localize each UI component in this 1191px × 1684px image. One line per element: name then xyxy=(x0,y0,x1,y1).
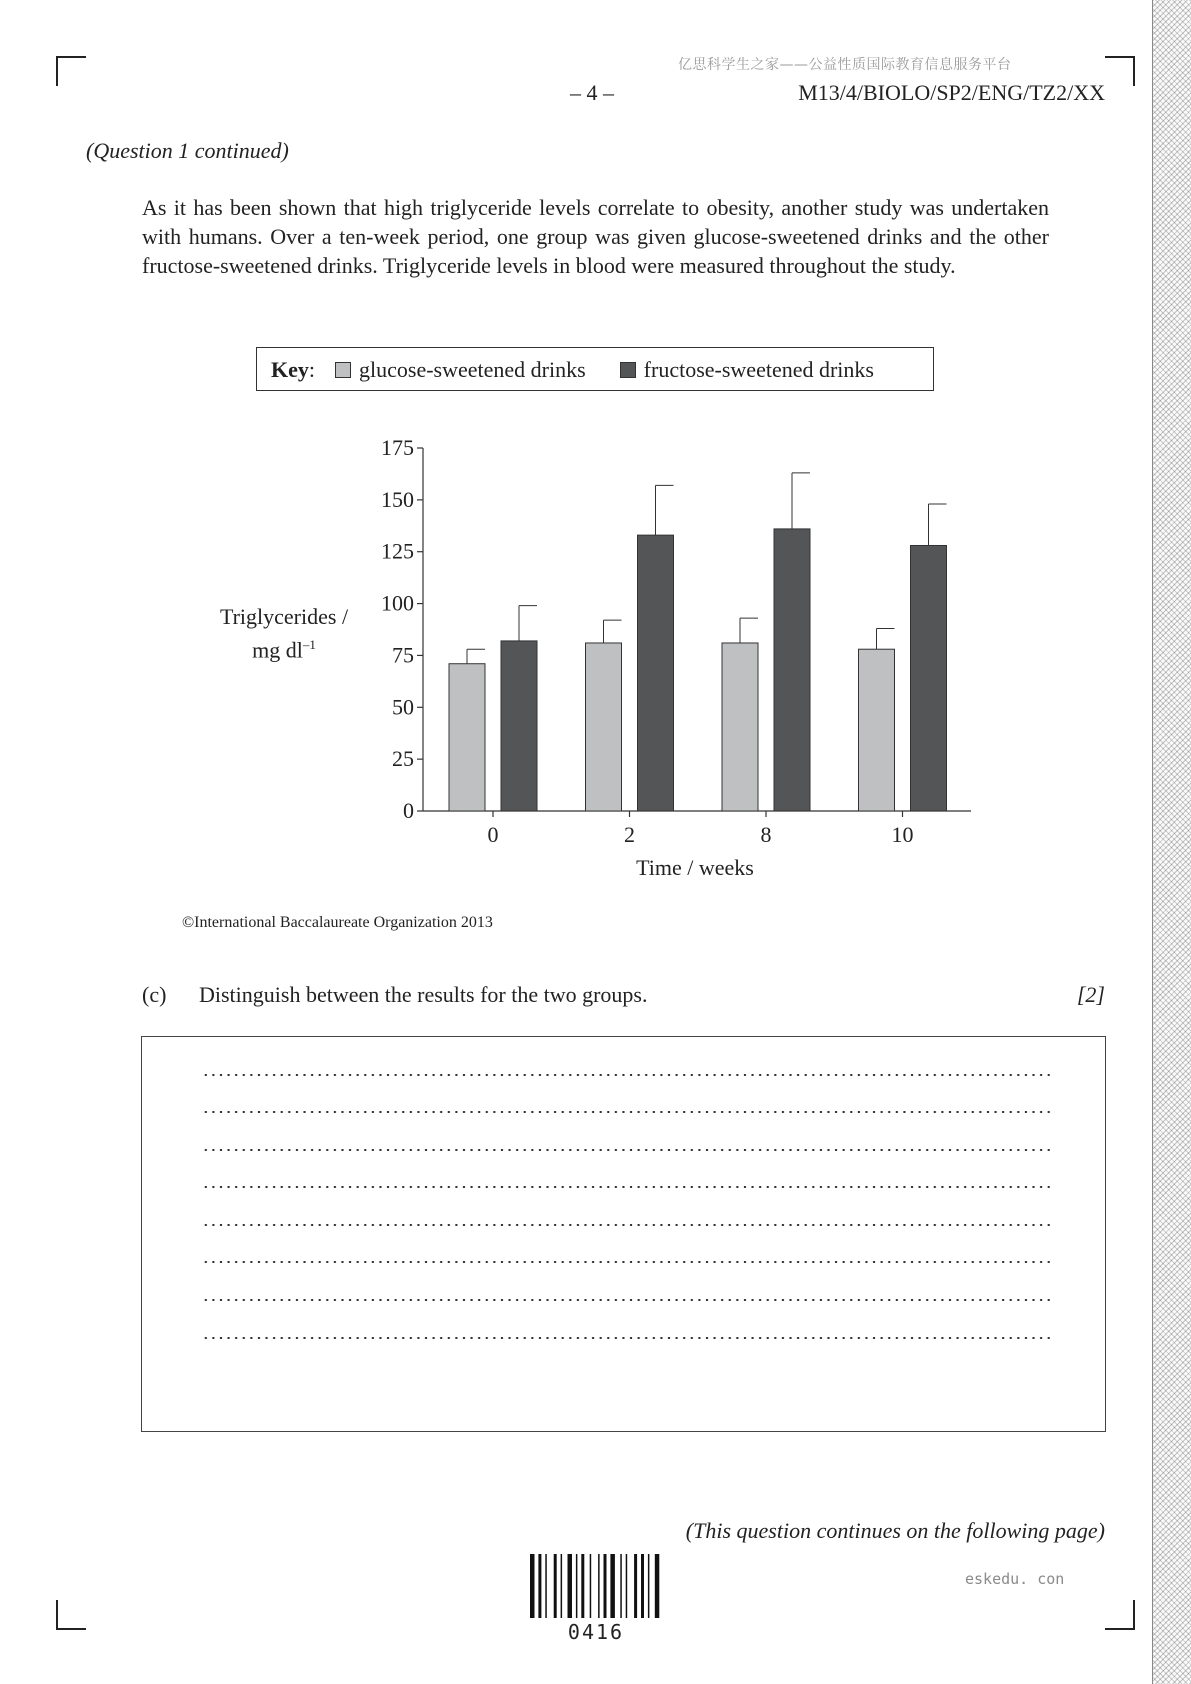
crop-mark-top-right xyxy=(1105,56,1135,86)
page-number: – 4 – xyxy=(570,80,614,105)
answer-box[interactable] xyxy=(141,1036,1106,1432)
barcode-bar xyxy=(604,1554,607,1618)
bar-fructose-0 xyxy=(501,641,537,811)
barcode-bar xyxy=(620,1554,622,1618)
x-axis-title: Time / weeks xyxy=(636,855,754,880)
bar-glucose-2 xyxy=(586,643,622,811)
bar-fructose-2 xyxy=(638,535,674,811)
y-tick-label: 125 xyxy=(381,538,414,564)
barcode xyxy=(530,1554,662,1618)
y-tick-label: 150 xyxy=(381,486,414,512)
barcode-bar xyxy=(655,1554,660,1618)
x-tick-label: 10 xyxy=(891,822,914,847)
barcode-bar xyxy=(590,1554,592,1618)
copyright: ©International Baccalaureate Organization 2013 xyxy=(182,914,493,931)
crop-mark-bottom-right xyxy=(1105,1600,1135,1630)
bar-glucose-8 xyxy=(722,643,758,811)
paper-code: M13/4/BIOLO/SP2/ENG/TZ2/XX xyxy=(798,80,1105,105)
question-intro: As it has been shown that high triglyceride levels correlate to obesity, another study was undertaken with humans. Over a ten-week period, one group was given glucose-sweetened drinks and the other fructose-sweetened drinks. Triglyceride levels in blood were measured throughout the study. xyxy=(142,195,1049,278)
barcode-bar xyxy=(545,1554,547,1618)
y-tick-label: 75 xyxy=(392,642,414,668)
barcode-bar xyxy=(641,1554,644,1618)
y-label-line2: mg dl xyxy=(252,637,303,663)
barcode-bar xyxy=(554,1554,557,1618)
answer-line[interactable] xyxy=(202,1149,1052,1151)
barcode-bar xyxy=(598,1554,600,1618)
key-label: Key xyxy=(271,357,309,382)
y-tick-label: 50 xyxy=(392,694,414,720)
bar-glucose-10 xyxy=(859,649,895,811)
y-label-sup: –1 xyxy=(302,637,316,652)
watermark: 亿思科学生之家——公益性质国际教育信息服务平台 xyxy=(678,57,1012,73)
barcode-bar xyxy=(538,1554,541,1618)
x-tick-label: 0 xyxy=(487,822,499,847)
page-edge-strip xyxy=(1152,0,1191,1684)
answer-line[interactable] xyxy=(202,1186,1052,1188)
part-c-question: Distinguish between the results for the two groups. xyxy=(199,982,648,1007)
y-tick-label: 25 xyxy=(392,746,414,772)
part-c-letter: (c) xyxy=(142,982,167,1007)
barcode-bar xyxy=(576,1554,578,1618)
answer-line[interactable] xyxy=(202,1261,1052,1263)
x-tick-label: 8 xyxy=(760,822,772,847)
key-glucose: glucose-sweetened drinks xyxy=(359,357,586,382)
barcode-bar xyxy=(610,1554,615,1618)
question-continued: (Question 1 continued) xyxy=(86,138,289,163)
barcode-number: 0416 xyxy=(567,1620,625,1644)
answer-line[interactable] xyxy=(202,1074,1052,1076)
barcode-bar xyxy=(648,1554,650,1618)
y-tick-label: 0 xyxy=(403,798,414,823)
continues-note: (This question continues on the following page) xyxy=(685,1518,1105,1543)
barcode-bar xyxy=(561,1554,563,1618)
bar-fructose-8 xyxy=(774,529,810,811)
x-tick-label: 2 xyxy=(624,822,635,847)
barcode-bar xyxy=(530,1554,535,1618)
answer-line[interactable] xyxy=(202,1111,1052,1113)
bar-glucose-0 xyxy=(449,664,485,811)
crop-mark-top-left xyxy=(56,56,86,86)
triglyceride-bar-chart xyxy=(200,430,990,890)
y-tick-label: 100 xyxy=(381,590,414,616)
chart-key: Key : glucose-sweetened drinks fructose-sweetened drinks xyxy=(256,347,934,391)
bar-fructose-10 xyxy=(911,545,947,811)
barcode-bar xyxy=(634,1554,637,1618)
answer-line[interactable] xyxy=(202,1224,1052,1226)
crop-mark-bottom-left xyxy=(56,1600,86,1630)
barcode-bar xyxy=(626,1554,628,1618)
fructose-swatch xyxy=(620,362,636,378)
key-fructose: fructose-sweetened drinks xyxy=(643,357,874,382)
glucose-swatch xyxy=(335,362,351,378)
barcode-bar xyxy=(581,1554,584,1618)
y-tick-label: 175 xyxy=(381,435,414,460)
answer-line[interactable] xyxy=(202,1337,1052,1339)
footer-brand: eskedu. con xyxy=(965,1570,1065,1588)
barcode-bar xyxy=(568,1554,573,1618)
answer-line[interactable] xyxy=(202,1299,1052,1301)
part-c-marks: [2] xyxy=(1076,982,1105,1007)
y-label-line1: Triglycerides / xyxy=(219,604,349,629)
